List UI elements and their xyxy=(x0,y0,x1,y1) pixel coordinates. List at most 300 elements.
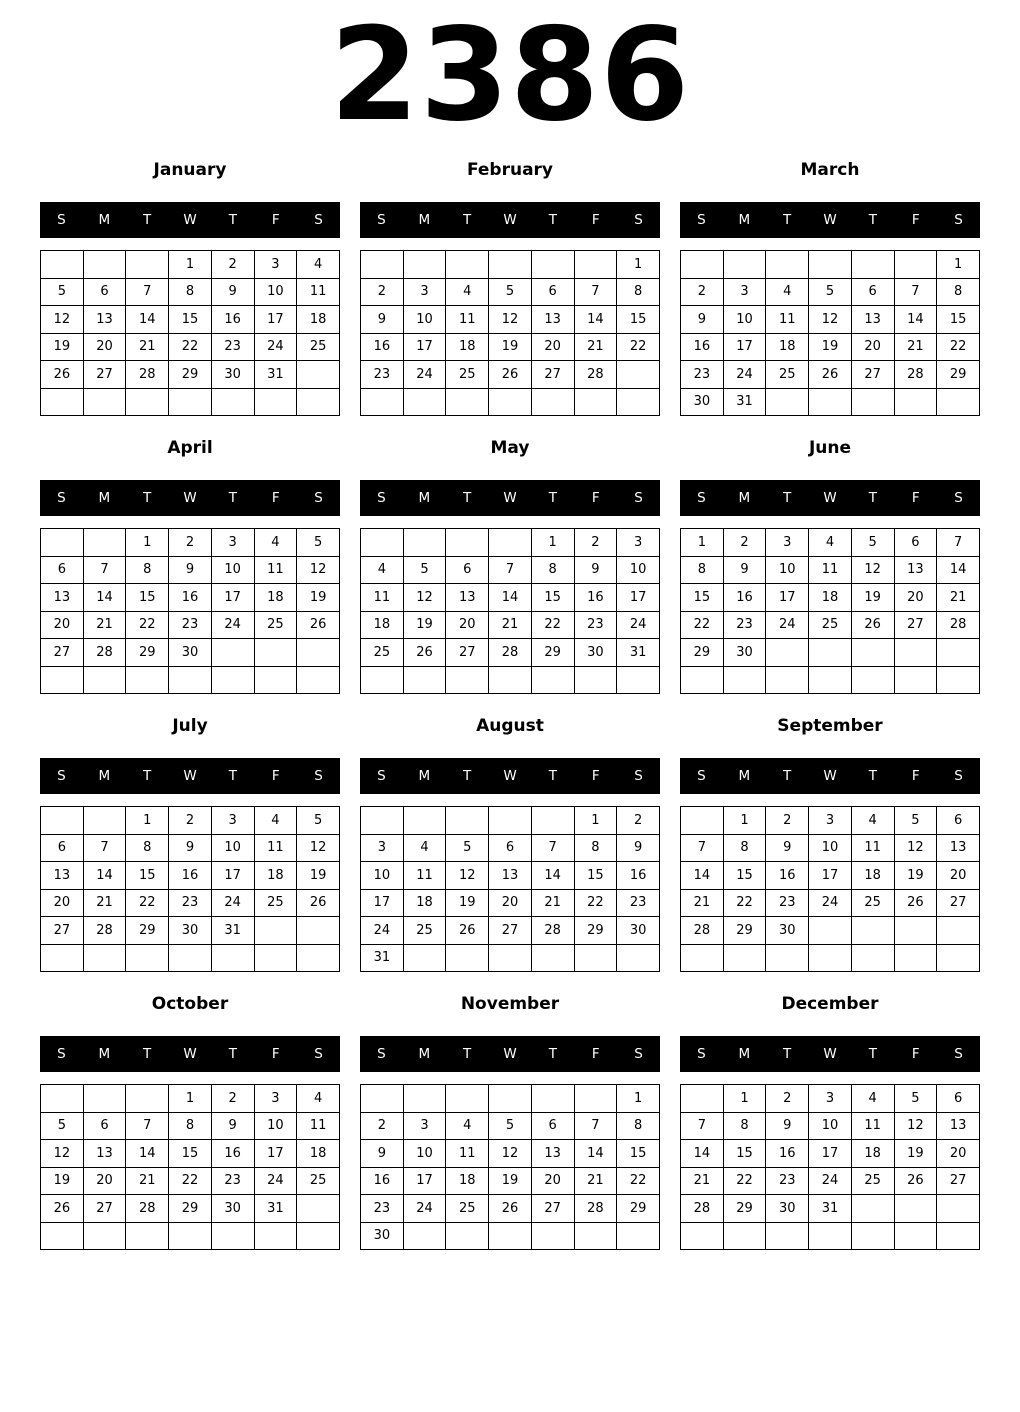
month-january xyxy=(40,160,340,416)
day-cell xyxy=(617,388,660,416)
day-cell: 9 xyxy=(211,278,254,306)
weekday-label: T xyxy=(783,490,792,506)
day-cell xyxy=(83,1222,126,1250)
day-cell: 4 xyxy=(851,807,894,835)
day-cell xyxy=(766,388,809,416)
day-cell: 25 xyxy=(403,917,446,945)
day-cell: 11 xyxy=(297,278,340,306)
day-cell: 2 xyxy=(617,807,660,835)
day-cell: 26 xyxy=(297,889,340,917)
day-cell: 25 xyxy=(297,333,340,361)
day-cell: 19 xyxy=(446,889,489,917)
weekday-label: M xyxy=(418,212,431,228)
day-cell xyxy=(41,807,84,835)
day-cell: 13 xyxy=(489,862,532,890)
day-cell: 11 xyxy=(809,556,852,584)
week-row xyxy=(361,1085,660,1113)
day-cell xyxy=(681,666,724,694)
day-cell: 4 xyxy=(297,1085,340,1113)
day-cell: 27 xyxy=(851,361,894,389)
day-cell xyxy=(254,917,297,945)
day-cell xyxy=(851,251,894,279)
day-cell: 13 xyxy=(894,556,937,584)
day-cell: 27 xyxy=(894,611,937,639)
day-cell: 3 xyxy=(723,278,766,306)
month-june xyxy=(680,438,980,694)
day-cell: 3 xyxy=(403,278,446,306)
day-cell: 25 xyxy=(809,611,852,639)
weekday-header-row xyxy=(360,202,660,238)
day-cell: 24 xyxy=(254,1167,297,1195)
day-cell xyxy=(403,1085,446,1113)
day-cell: 25 xyxy=(446,361,489,389)
week-row xyxy=(681,529,980,557)
day-cell: 15 xyxy=(681,584,724,612)
day-cell: 29 xyxy=(126,639,169,667)
week-row xyxy=(41,251,340,279)
day-cell: 2 xyxy=(361,1112,404,1140)
day-cell xyxy=(937,639,980,667)
weekday-label: W xyxy=(823,212,837,228)
month-title: July xyxy=(172,716,208,736)
day-cell: 23 xyxy=(766,1167,809,1195)
day-cell xyxy=(297,666,340,694)
weekday-label: T xyxy=(868,1046,877,1062)
day-cell: 28 xyxy=(83,639,126,667)
day-cell xyxy=(211,388,254,416)
day-cell: 18 xyxy=(851,862,894,890)
week-row xyxy=(361,333,660,361)
day-cell: 30 xyxy=(617,917,660,945)
day-cell: 27 xyxy=(489,917,532,945)
day-cell: 25 xyxy=(361,639,404,667)
day-cell: 8 xyxy=(681,556,724,584)
day-cell xyxy=(489,529,532,557)
day-cell xyxy=(446,666,489,694)
weekday-header-row xyxy=(40,1036,340,1072)
day-cell xyxy=(403,807,446,835)
day-cell: 2 xyxy=(169,807,212,835)
day-cell: 4 xyxy=(403,834,446,862)
day-cell: 15 xyxy=(723,1140,766,1168)
day-cell xyxy=(83,251,126,279)
day-cell: 11 xyxy=(851,1112,894,1140)
day-cell xyxy=(446,1085,489,1113)
day-cell xyxy=(254,1222,297,1250)
week-row xyxy=(41,889,340,917)
day-cell: 1 xyxy=(723,1085,766,1113)
day-cell: 11 xyxy=(403,862,446,890)
day-cell: 1 xyxy=(723,807,766,835)
week-row xyxy=(361,807,660,835)
day-cell: 16 xyxy=(211,1140,254,1168)
day-cell: 29 xyxy=(126,917,169,945)
weekday-header-row xyxy=(680,758,980,794)
day-cell: 14 xyxy=(83,584,126,612)
week-row xyxy=(361,306,660,334)
day-cell xyxy=(766,1222,809,1250)
weekday-label: S xyxy=(57,212,66,228)
day-cell xyxy=(809,388,852,416)
day-cell: 5 xyxy=(41,1112,84,1140)
month-title: April xyxy=(167,438,213,458)
month-days-table xyxy=(360,250,660,416)
week-row xyxy=(41,361,340,389)
weekday-label: S xyxy=(697,212,706,228)
weekday-label: S xyxy=(314,212,323,228)
day-cell: 4 xyxy=(809,529,852,557)
day-cell: 3 xyxy=(254,1085,297,1113)
weekday-label: M xyxy=(418,490,431,506)
month-days-table xyxy=(360,1084,660,1250)
day-cell: 22 xyxy=(531,611,574,639)
day-cell: 15 xyxy=(531,584,574,612)
week-row xyxy=(41,1222,340,1250)
weekday-label: T xyxy=(228,212,237,228)
day-cell: 7 xyxy=(126,1112,169,1140)
day-cell: 11 xyxy=(297,1112,340,1140)
weekday-label: M xyxy=(98,490,111,506)
weekday-label: S xyxy=(697,490,706,506)
day-cell xyxy=(83,666,126,694)
weekday-label: M xyxy=(418,1046,431,1062)
day-cell: 9 xyxy=(681,306,724,334)
weekday-label: S xyxy=(954,490,963,506)
day-cell: 20 xyxy=(489,889,532,917)
day-cell: 10 xyxy=(403,1140,446,1168)
day-cell: 24 xyxy=(723,361,766,389)
day-cell xyxy=(617,361,660,389)
day-cell: 29 xyxy=(937,361,980,389)
day-cell: 25 xyxy=(254,611,297,639)
weekday-label: W xyxy=(183,1046,197,1062)
week-row xyxy=(41,834,340,862)
day-cell: 2 xyxy=(766,1085,809,1113)
day-cell: 18 xyxy=(403,889,446,917)
day-cell xyxy=(574,944,617,972)
day-cell xyxy=(41,1222,84,1250)
day-cell: 13 xyxy=(531,1140,574,1168)
day-cell: 14 xyxy=(681,1140,724,1168)
day-cell: 5 xyxy=(297,807,340,835)
day-cell: 17 xyxy=(403,333,446,361)
day-cell xyxy=(83,807,126,835)
week-row xyxy=(681,639,980,667)
week-row xyxy=(361,666,660,694)
day-cell: 29 xyxy=(574,917,617,945)
weekday-label: F xyxy=(271,768,280,784)
day-cell: 22 xyxy=(681,611,724,639)
day-cell: 30 xyxy=(211,1195,254,1223)
day-cell: 1 xyxy=(169,1085,212,1113)
day-cell: 6 xyxy=(446,556,489,584)
week-row xyxy=(681,807,980,835)
day-cell: 8 xyxy=(937,278,980,306)
day-cell xyxy=(617,1222,660,1250)
day-cell: 28 xyxy=(126,1195,169,1223)
day-cell xyxy=(894,1222,937,1250)
day-cell: 16 xyxy=(766,1140,809,1168)
weekday-label: T xyxy=(548,1046,557,1062)
day-cell: 21 xyxy=(83,611,126,639)
day-cell: 22 xyxy=(574,889,617,917)
month-days-table xyxy=(40,250,340,416)
day-cell: 22 xyxy=(723,889,766,917)
week-row xyxy=(681,1195,980,1223)
day-cell: 16 xyxy=(766,862,809,890)
day-cell: 9 xyxy=(169,556,212,584)
day-cell xyxy=(681,1085,724,1113)
week-row xyxy=(681,666,980,694)
day-cell: 5 xyxy=(489,278,532,306)
day-cell xyxy=(41,251,84,279)
week-row xyxy=(361,862,660,890)
day-cell: 20 xyxy=(851,333,894,361)
week-row xyxy=(41,306,340,334)
day-cell: 8 xyxy=(169,1112,212,1140)
day-cell: 1 xyxy=(574,807,617,835)
month-title: November xyxy=(460,994,560,1014)
month-july xyxy=(40,716,340,972)
day-cell: 31 xyxy=(254,1195,297,1223)
day-cell: 2 xyxy=(723,529,766,557)
week-row xyxy=(41,1140,340,1168)
weekday-label: T xyxy=(868,212,877,228)
week-row xyxy=(681,1085,980,1113)
day-cell: 27 xyxy=(41,917,84,945)
day-cell xyxy=(361,807,404,835)
month-december xyxy=(680,994,980,1250)
day-cell: 21 xyxy=(681,889,724,917)
day-cell: 9 xyxy=(574,556,617,584)
day-cell: 5 xyxy=(403,556,446,584)
day-cell: 1 xyxy=(126,529,169,557)
day-cell: 13 xyxy=(446,584,489,612)
day-cell: 5 xyxy=(297,529,340,557)
week-row xyxy=(41,278,340,306)
week-row xyxy=(681,1222,980,1250)
week-row xyxy=(41,1195,340,1223)
day-cell: 31 xyxy=(723,388,766,416)
day-cell: 24 xyxy=(403,1195,446,1223)
day-cell xyxy=(809,1222,852,1250)
weekday-label: T xyxy=(463,1046,472,1062)
day-cell xyxy=(41,1085,84,1113)
day-cell: 20 xyxy=(894,584,937,612)
day-cell: 7 xyxy=(83,834,126,862)
day-cell xyxy=(531,251,574,279)
day-cell xyxy=(681,807,724,835)
day-cell: 26 xyxy=(489,1195,532,1223)
day-cell: 24 xyxy=(403,361,446,389)
week-row xyxy=(361,388,660,416)
week-row xyxy=(41,584,340,612)
day-cell: 3 xyxy=(361,834,404,862)
day-cell: 2 xyxy=(211,1085,254,1113)
day-cell xyxy=(723,666,766,694)
day-cell: 22 xyxy=(126,611,169,639)
day-cell: 7 xyxy=(894,278,937,306)
day-cell xyxy=(83,388,126,416)
day-cell xyxy=(297,917,340,945)
day-cell: 31 xyxy=(617,639,660,667)
day-cell: 15 xyxy=(126,584,169,612)
day-cell: 18 xyxy=(297,1140,340,1168)
weekday-label: S xyxy=(697,768,706,784)
day-cell: 10 xyxy=(766,556,809,584)
day-cell: 12 xyxy=(489,1140,532,1168)
day-cell: 6 xyxy=(41,556,84,584)
weekday-label: M xyxy=(738,212,751,228)
weekday-label: T xyxy=(868,490,877,506)
day-cell: 19 xyxy=(297,584,340,612)
day-cell: 26 xyxy=(489,361,532,389)
day-cell xyxy=(403,388,446,416)
day-cell: 1 xyxy=(681,529,724,557)
day-cell: 17 xyxy=(766,584,809,612)
day-cell: 13 xyxy=(937,1112,980,1140)
day-cell: 23 xyxy=(681,361,724,389)
day-cell xyxy=(126,388,169,416)
day-cell: 14 xyxy=(894,306,937,334)
weekday-label: S xyxy=(634,490,643,506)
day-cell: 4 xyxy=(361,556,404,584)
day-cell: 21 xyxy=(83,889,126,917)
day-cell: 13 xyxy=(41,862,84,890)
day-cell: 26 xyxy=(446,917,489,945)
weekday-label: S xyxy=(954,212,963,228)
day-cell: 19 xyxy=(894,1140,937,1168)
weekday-header-row xyxy=(680,202,980,238)
day-cell: 7 xyxy=(126,278,169,306)
week-row xyxy=(361,611,660,639)
day-cell: 17 xyxy=(403,1167,446,1195)
day-cell: 29 xyxy=(169,1195,212,1223)
day-cell: 25 xyxy=(851,1167,894,1195)
day-cell: 28 xyxy=(531,917,574,945)
day-cell: 15 xyxy=(126,862,169,890)
day-cell xyxy=(41,944,84,972)
week-row xyxy=(41,666,340,694)
week-row xyxy=(41,862,340,890)
week-row xyxy=(681,917,980,945)
day-cell xyxy=(489,1085,532,1113)
day-cell: 6 xyxy=(531,1112,574,1140)
weekday-label: W xyxy=(823,1046,837,1062)
day-cell xyxy=(574,388,617,416)
day-cell: 7 xyxy=(937,529,980,557)
weekday-label: T xyxy=(143,212,152,228)
week-row xyxy=(681,556,980,584)
day-cell: 22 xyxy=(169,1167,212,1195)
day-cell: 15 xyxy=(169,306,212,334)
day-cell: 28 xyxy=(894,361,937,389)
day-cell xyxy=(489,1222,532,1250)
day-cell: 4 xyxy=(254,529,297,557)
day-cell: 29 xyxy=(169,361,212,389)
week-row xyxy=(41,1085,340,1113)
day-cell: 26 xyxy=(403,639,446,667)
day-cell: 31 xyxy=(809,1195,852,1223)
day-cell: 21 xyxy=(126,1167,169,1195)
day-cell: 5 xyxy=(851,529,894,557)
month-days-table xyxy=(40,806,340,972)
day-cell: 8 xyxy=(531,556,574,584)
day-cell: 22 xyxy=(617,333,660,361)
day-cell: 21 xyxy=(574,333,617,361)
day-cell: 17 xyxy=(211,584,254,612)
day-cell xyxy=(41,388,84,416)
day-cell: 29 xyxy=(617,1195,660,1223)
month-title: February xyxy=(466,160,554,180)
week-row xyxy=(361,1195,660,1223)
weekday-header-row xyxy=(360,758,660,794)
day-cell xyxy=(851,944,894,972)
day-cell: 10 xyxy=(809,1112,852,1140)
day-cell: 16 xyxy=(574,584,617,612)
day-cell: 4 xyxy=(254,807,297,835)
day-cell: 11 xyxy=(446,1140,489,1168)
day-cell: 10 xyxy=(254,1112,297,1140)
month-november xyxy=(360,994,660,1250)
day-cell: 4 xyxy=(851,1085,894,1113)
day-cell: 12 xyxy=(894,1112,937,1140)
day-cell xyxy=(169,1222,212,1250)
weekday-label: F xyxy=(911,490,920,506)
week-row xyxy=(361,1222,660,1250)
day-cell: 28 xyxy=(937,611,980,639)
day-cell: 19 xyxy=(41,333,84,361)
day-cell: 5 xyxy=(41,278,84,306)
day-cell: 24 xyxy=(766,611,809,639)
day-cell: 1 xyxy=(617,251,660,279)
day-cell: 26 xyxy=(894,889,937,917)
day-cell: 3 xyxy=(403,1112,446,1140)
weekday-label: F xyxy=(911,212,920,228)
day-cell xyxy=(489,807,532,835)
day-cell xyxy=(766,251,809,279)
week-row xyxy=(681,306,980,334)
day-cell xyxy=(681,944,724,972)
day-cell: 16 xyxy=(361,333,404,361)
day-cell: 2 xyxy=(169,529,212,557)
day-cell: 18 xyxy=(809,584,852,612)
day-cell: 6 xyxy=(489,834,532,862)
day-cell: 12 xyxy=(297,834,340,862)
day-cell: 25 xyxy=(446,1195,489,1223)
weekday-header-row xyxy=(360,480,660,516)
day-cell: 24 xyxy=(211,889,254,917)
day-cell: 6 xyxy=(41,834,84,862)
day-cell: 18 xyxy=(766,333,809,361)
day-cell: 21 xyxy=(126,333,169,361)
weekday-label: S xyxy=(377,490,386,506)
day-cell: 15 xyxy=(617,306,660,334)
day-cell: 27 xyxy=(446,639,489,667)
day-cell: 21 xyxy=(937,584,980,612)
weekday-label: T xyxy=(143,1046,152,1062)
day-cell: 19 xyxy=(894,862,937,890)
month-title: August xyxy=(476,716,544,736)
day-cell: 26 xyxy=(297,611,340,639)
month-title: September xyxy=(777,716,883,736)
weekday-label: S xyxy=(634,212,643,228)
day-cell xyxy=(403,666,446,694)
day-cell xyxy=(723,251,766,279)
day-cell: 11 xyxy=(254,556,297,584)
week-row xyxy=(681,278,980,306)
day-cell: 30 xyxy=(169,639,212,667)
